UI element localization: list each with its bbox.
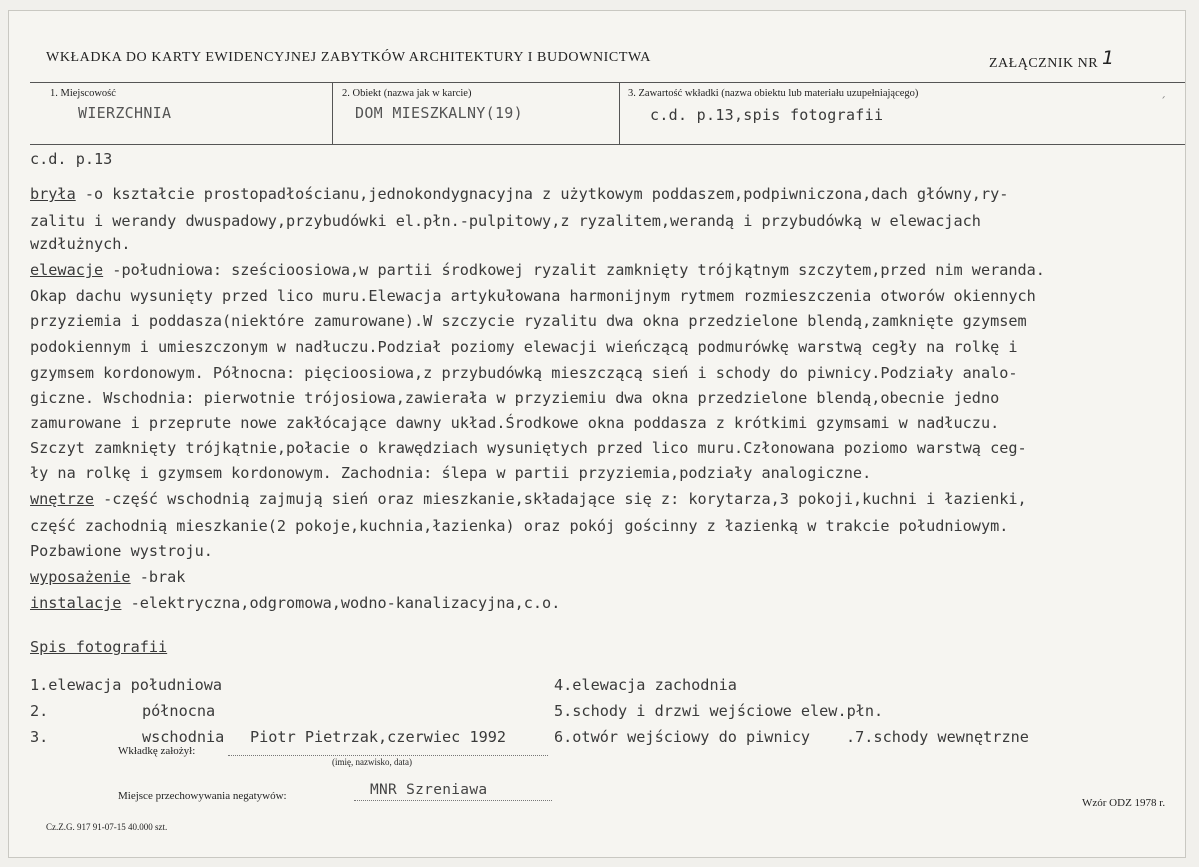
- photo-item-2: północna: [142, 702, 216, 720]
- form-id: Wzór ODZ 1978 r.: [1082, 797, 1166, 809]
- text-line-13-body: -część wschodnią zajmują sień oraz mieszkanie,składające się z: korytarza,3 pokoji,kuchni i łazienki,: [94, 490, 1027, 508]
- text-line-16: [30, 566, 185, 589]
- text-line-10: zamurowane i przeprute nowe zakłócające dawny układ.Środkowe okna poddasza z krótkimi gzymsami w nadłuczu.: [30, 414, 1000, 432]
- storage-dotted-line: [354, 800, 552, 801]
- photo-item-2-num: 2.: [30, 702, 49, 720]
- photo-item-4: 4.elewacja zachodnia: [554, 676, 737, 694]
- text-line-17-body: -elektryczna,odgromowa,wodno-kanalizacyjna,c.o.: [121, 594, 561, 612]
- text-line-1-body: -o kształcie prostopadłościanu,jednokondygnacyjna z użytkowym poddaszem,podpiwniczona,dach główny,ry-: [75, 185, 1009, 203]
- object-label: 2. Obiekt (nazwa jak w karcie): [342, 88, 472, 99]
- author-dotted-line: [228, 755, 548, 756]
- photo-list-heading: [30, 636, 167, 659]
- section-head-bryla: bryła: [30, 185, 76, 203]
- photo-item-6: 6.otwór wejściowy do piwnicy: [554, 728, 811, 746]
- text-line-2: zalitu i werandy dwuspadowy,przybudówki el.płn.-pulpitowy,z ryzalitem,werandą i przybudówką w elewacjach: [30, 212, 981, 230]
- text-line-9: giczne. Wschodnia: pierwotnie trójosiowa,zawierała w przyziemiu dwa okna przedzielone blendą,obecnie jedno: [30, 389, 1000, 407]
- text-line-12: ły na rolkę i gzymsem kordonowym. Zachodnia: ślepa w partii przyziemia,podziały analogiczne.: [30, 464, 872, 482]
- section-head-instalacje: instalacje: [30, 594, 122, 612]
- photo-list-heading-text: Spis fotografii: [30, 638, 168, 656]
- photo-item-1: 1.elewacja południowa: [30, 676, 223, 694]
- text-line-17: [30, 592, 560, 615]
- author-hint: (imię, nazwisko, data): [332, 757, 412, 767]
- text-line-14: część zachodnią mieszkanie(2 pokoje,kuchnia,łazienka) oraz pokój gościnny z łazienką w trakcie południowym.: [30, 517, 1009, 535]
- annex-label: [989, 47, 1115, 72]
- annex-label-text: ZAŁĄCZNIK NR: [989, 56, 1099, 71]
- text-line-13: [30, 488, 1027, 511]
- locality-value: WIERZCHNIA: [78, 104, 172, 122]
- text-line-8: gzymsem kordonowym. Północna: pięcioosiowa,z przybudówką mieszczącą sień i schody do piwnicy.Podziały analo-: [30, 364, 1018, 382]
- text-line-16-body: -brak: [130, 568, 186, 586]
- section-head-elewacje: elewacje: [30, 261, 104, 279]
- contents-label: 3. Zawartość wkładki (nazwa obiektu lub materiału uzupełniającego): [628, 88, 919, 99]
- photo-item-5: 5.schody i drzwi wejściowe elew.płn.: [554, 702, 884, 720]
- field-divider-2: [619, 82, 620, 144]
- contents-value: c.d. p.13,spis fotografii: [650, 106, 884, 124]
- form-title: WKŁADKA DO KARTY EWIDENCYJNEJ ZABYTKÓW ARCHITEKTURY I BUDOWNICTWA: [46, 50, 651, 65]
- text-line-4: [30, 259, 1045, 282]
- text-line-5: Okap dachu wysunięty przed lico muru.Elewacja artykułowana harmonijnym rytmem rozmieszczenia otworów okiennych: [30, 287, 1036, 305]
- corner-mark: ˏ: [1160, 84, 1168, 98]
- header-rule-top: [30, 82, 1185, 83]
- text-line-15: Pozbawione wystroju.: [30, 542, 213, 560]
- text-line-1: [30, 183, 1008, 206]
- header-rule-bottom: [30, 144, 1185, 145]
- section-head-wyposazenie: wyposażenie: [30, 568, 131, 586]
- continuation-note: c.d. p.13: [30, 150, 113, 168]
- photo-item-3-num: 3.: [30, 728, 49, 746]
- text-line-7: podokiennym i umieszczonym w nadłuczu.Podział poziomy elewacji wieńczącą podmurówkę warstwą cegły na rolkę i: [30, 338, 1018, 356]
- photo-item-3: wschodnia: [142, 728, 225, 746]
- text-line-11: Szczyt zamknięty trójkątnie,połacie o krawędziach wysuniętych przed lico muru.Członowana poziomo warstwą ceg-: [30, 439, 1027, 457]
- storage-label: Miejsce przechowywania negatywów:: [118, 790, 287, 802]
- object-value: DOM MIESZKALNY(19): [355, 104, 523, 122]
- field-divider-1: [332, 82, 333, 144]
- text-line-4-body: -południowa: sześcioosiowa,w partii środkowej ryzalit zamknięty trójkątnym szczytem,przed nim weranda.: [103, 261, 1045, 279]
- text-line-6: przyziemia i poddasza(niektóre zamurowane).W szczycie ryzalitu dwa okna przedzielone blendą,zamknięte gzymsem: [30, 312, 1027, 330]
- author-value: Piotr Pietrzak,czerwiec 1992: [250, 728, 507, 746]
- author-label: Wkładkę założył:: [118, 745, 196, 757]
- text-line-3: wzdłużnych.: [30, 235, 131, 253]
- locality-label: 1. Miejscowość: [50, 88, 116, 99]
- storage-value: MNR Szreniawa: [370, 782, 488, 798]
- print-code: Cz.Z.G. 917 91-07-15 40.000 szt.: [46, 822, 168, 832]
- annex-number: 1: [1102, 47, 1115, 69]
- photo-item-7: .7.schody wewnętrzne: [846, 728, 1029, 746]
- section-head-wnetrze: wnętrze: [30, 490, 95, 508]
